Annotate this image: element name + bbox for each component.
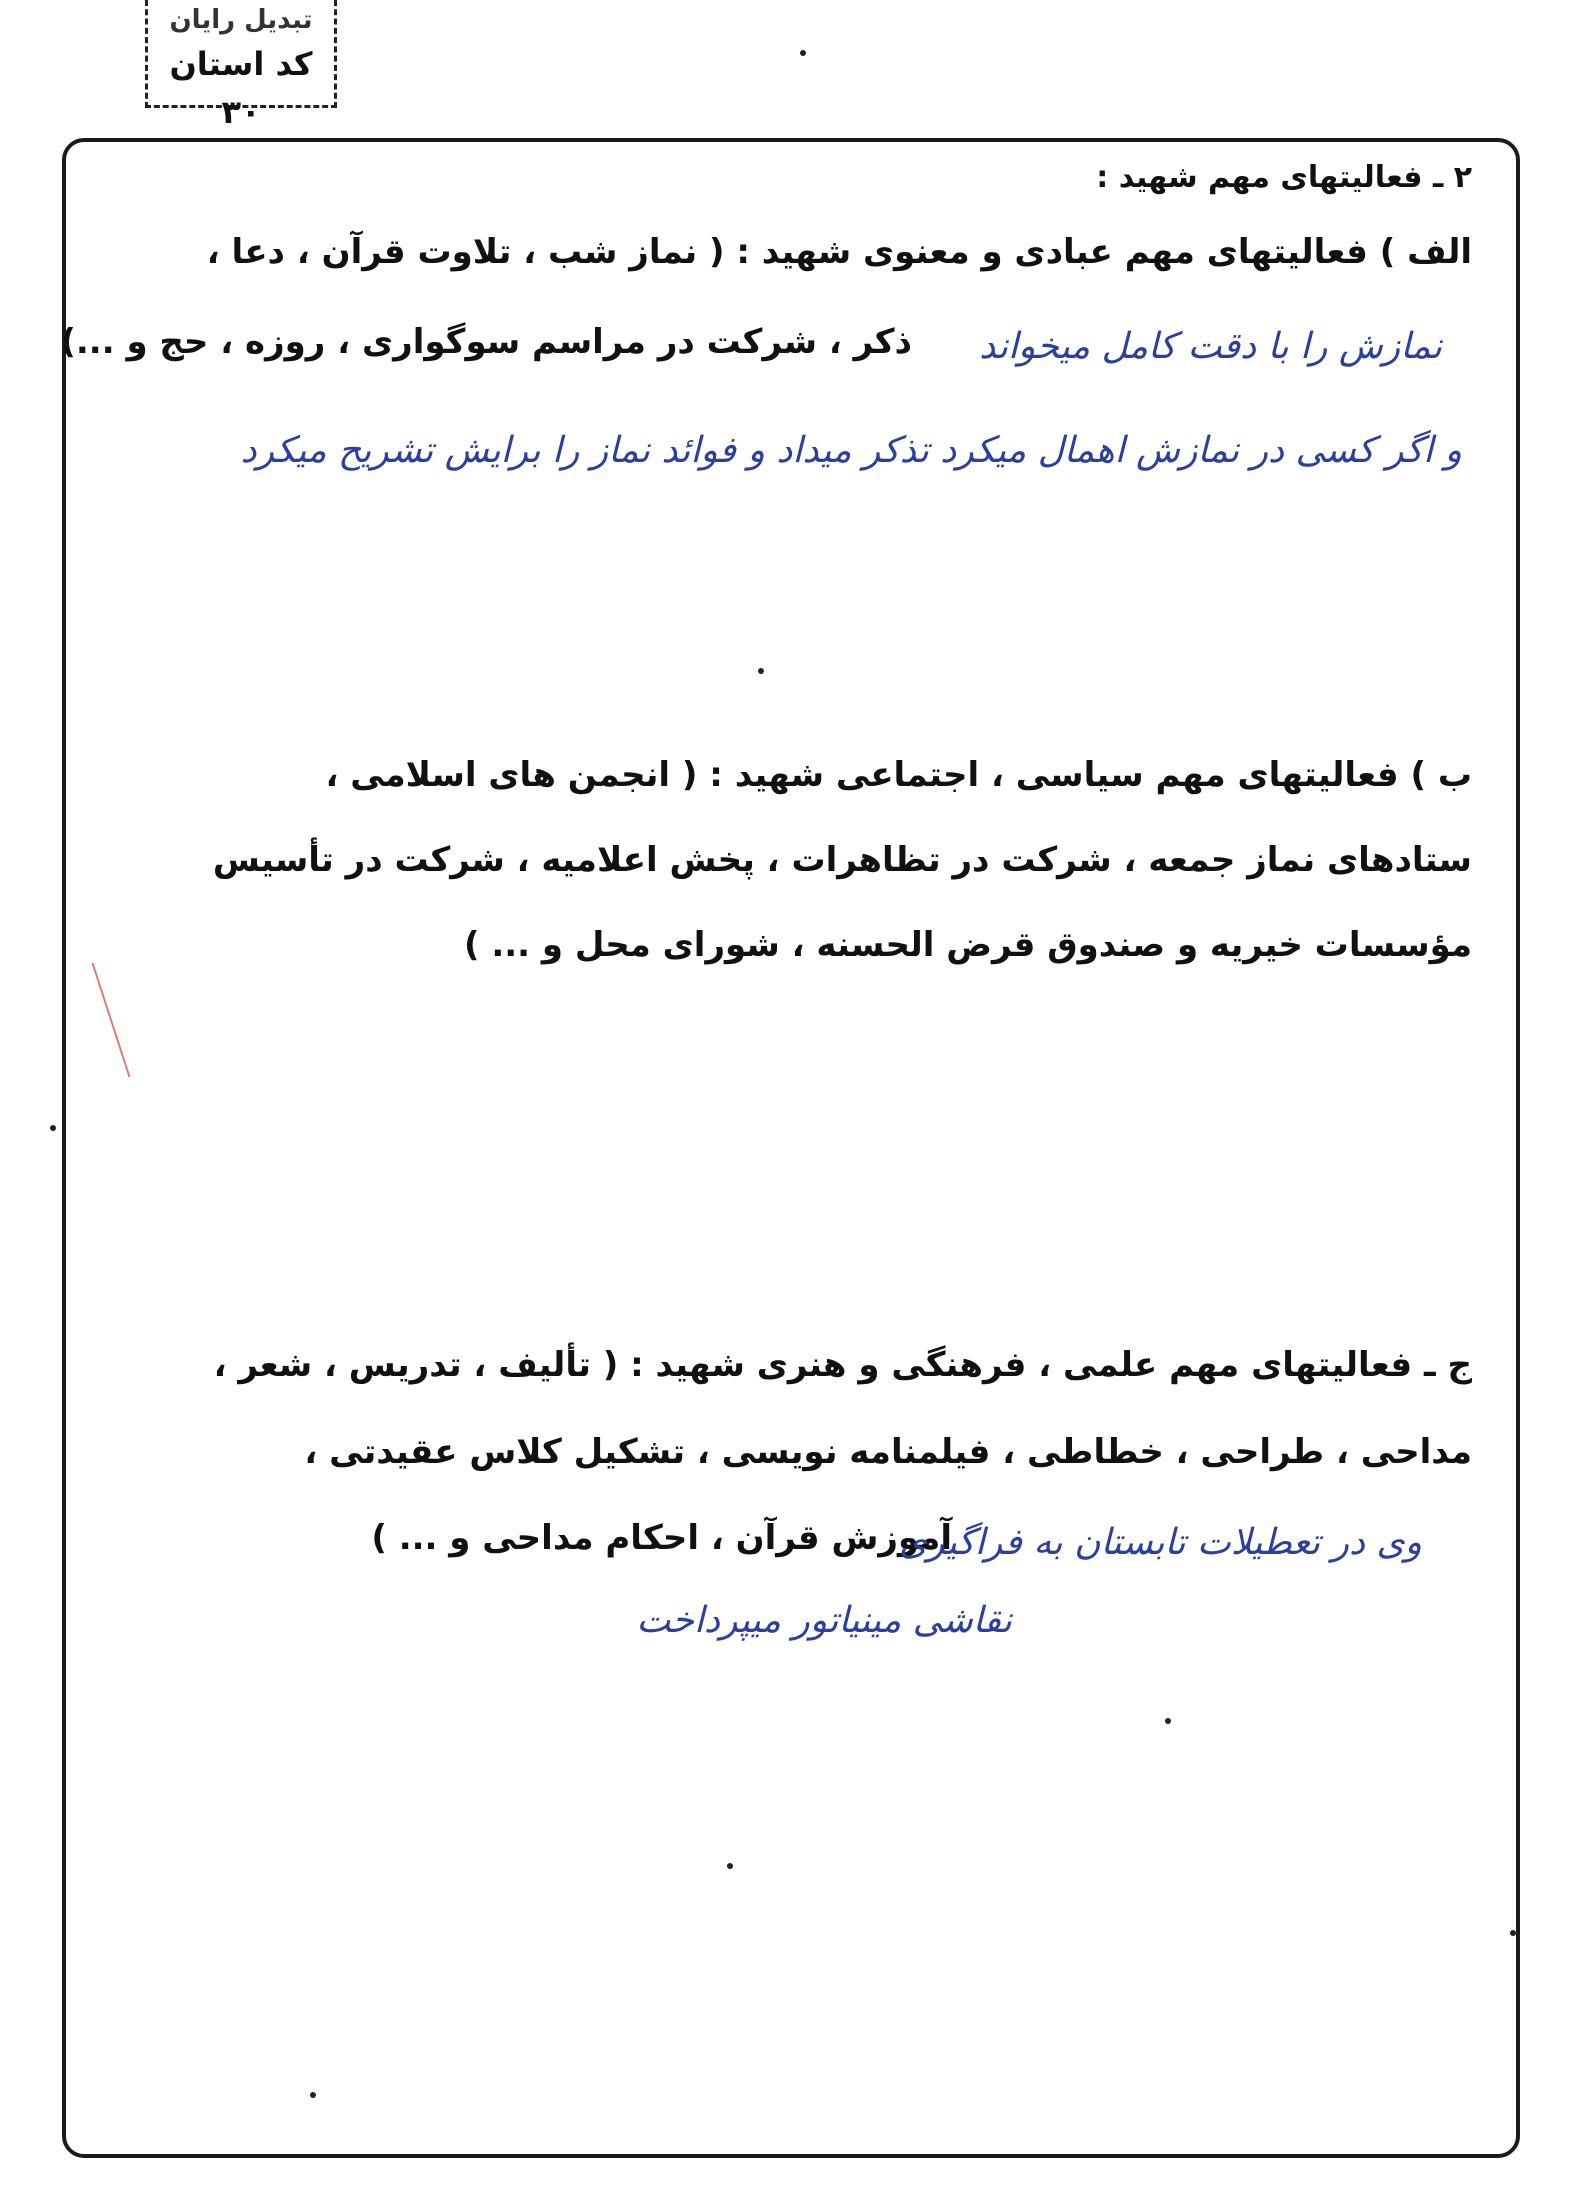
alef-handwritten-1: نمازش را با دقت کامل میخواند [979, 326, 1442, 367]
jim-handwritten-1: وی در تعطیلات تابستان به فراگیری [898, 1522, 1422, 1563]
jim-handwritten-2: نقاشی مینیاتور میپرداخت [636, 1600, 1012, 1641]
alef-line-1: الف ) فعالیتهای مهم عبادی و معنوی شهید : ( نماز شب ، تلاوت قرآن ، دعا ، [206, 232, 1472, 272]
speck [50, 1125, 56, 1131]
stamp-line-2: کد استان ۳۰ [169, 45, 313, 131]
section-heading: ۲ ـ فعالیتهای مهم شهید : [1096, 160, 1472, 195]
be-line-1: ب ) فعالیتهای مهم سیاسی ، اجتماعی شهید : ( انجمن های اسلامی ، [325, 755, 1472, 795]
speck [800, 50, 806, 56]
jim-line-3: آموزش قرآن ، احکام مداحی و ... ) [371, 1518, 952, 1558]
speck [727, 1863, 733, 1869]
speck [1165, 1718, 1171, 1724]
stamp-line-1: تبدیل رایان [169, 5, 313, 35]
speck [758, 668, 764, 674]
archive-stamp [145, 0, 337, 131]
jim-line-2: مداحی ، طراحی ، خطاطی ، فیلمنامه نویسی ، تشکیل کلاس عقیدتی ، [304, 1432, 1472, 1472]
be-line-2: ستادهای نماز جمعه ، شرکت در تظاهرات ، پخش اعلامیه ، شرکت در تأسیس [212, 840, 1472, 880]
alef-line-2: ذکر ، شرکت در مراسم سوگواری ، روزه ، حج و ...) [60, 322, 912, 362]
jim-line-1: ج ـ فعالیتهای مهم علمی ، فرهنگی و هنری شهید : ( تألیف ، تدریس ، شعر ، [213, 1345, 1472, 1385]
alef-handwritten-2: و اگر کسی در نمازش اهمال میکرد تذکر میداد و فوائد نماز را برایش تشریح میکرد [240, 430, 1462, 471]
be-line-3: مؤسسات خیریه و صندوق قرض الحسنه ، شورای محل و ... ) [463, 925, 1472, 965]
speck [310, 2092, 316, 2098]
speck [1510, 1930, 1516, 1936]
